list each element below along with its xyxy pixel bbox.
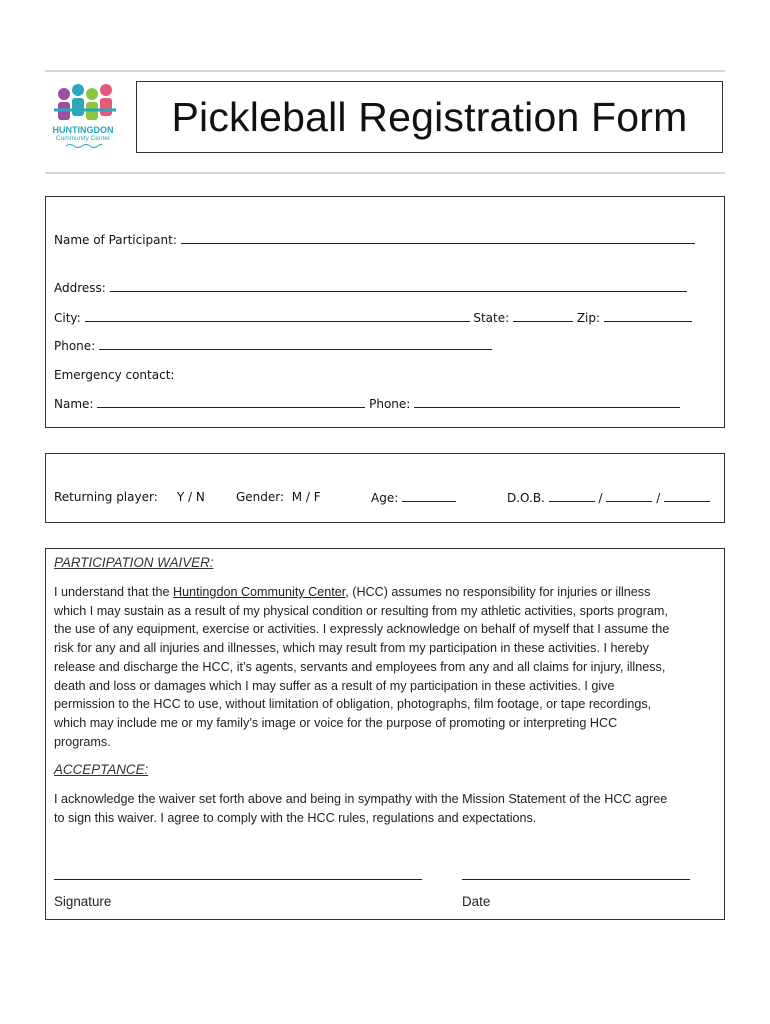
logo-wave-icon (66, 143, 102, 148)
emergency-phone-field[interactable] (414, 396, 680, 408)
dob-row (507, 490, 710, 505)
waiver-line: release and discharge the HCC, it’s agents, servants and employees from any and all claims for injury, illness, (54, 659, 666, 674)
page-title: Pickleball Registration Form (171, 94, 688, 140)
gender-row (236, 490, 321, 504)
phone-field[interactable] (99, 338, 492, 350)
logo-body (100, 98, 112, 116)
zip-field[interactable] (604, 310, 692, 322)
header-divider (45, 172, 725, 174)
waiver-line: risk for any and all injuries and illnesses, which may result from my participation in these activities. I hereby (54, 641, 649, 656)
dob-year-field[interactable] (664, 490, 710, 502)
age-label: Age: (371, 491, 399, 505)
logo-sub: Community Center (55, 135, 111, 142)
zip-label: Zip: (576, 311, 601, 325)
signature-field[interactable] (54, 879, 422, 880)
gender-label: Gender: (236, 490, 285, 504)
participant-row (54, 232, 695, 247)
acceptance-line: I acknowledge the waiver set forth above and being in sympathy with the Mission Statement of the HCC agree (54, 792, 668, 806)
date-field[interactable] (462, 879, 690, 880)
waiver-line-first: I understand that the Huntingdon Community Center, (HCC) assumes no responsibility for injuries or illness (54, 585, 651, 599)
age-row (371, 490, 456, 505)
title-box (136, 81, 723, 153)
returning-options[interactable]: Y / N (176, 490, 205, 504)
emergency-name-label: Name: (54, 397, 94, 411)
waiver-line: which I may sustain as a result of my physical condition or resulting from my athletic activities, sports program, (54, 603, 668, 618)
logo-name: HUNTINGDON (52, 125, 114, 135)
acceptance-line: to sign this waiver. I agree to comply with the HCC rules, regulations and expectations. (54, 810, 537, 825)
waiver-text (54, 583, 714, 751)
emergency-row (54, 396, 680, 411)
emergency-name-field[interactable] (97, 396, 365, 408)
waiver-line: permission to the HCC to use, without limitation of obligation, photographs, film footage, or tape recordings, (54, 697, 652, 712)
dob-sep-2: / (656, 491, 661, 505)
logo-head (100, 84, 112, 96)
waiver-line: programs. (54, 734, 111, 749)
city-field[interactable] (85, 310, 470, 322)
dob-day-field[interactable] (606, 490, 652, 502)
address-field[interactable] (110, 280, 687, 292)
phone-label: Phone: (54, 339, 96, 353)
address-row (54, 280, 687, 295)
participant-label: Name of Participant: (54, 233, 177, 247)
player-section (45, 453, 725, 523)
dob-month-field[interactable] (549, 490, 595, 502)
waiver-line: death and loss or damages which I may suffer as a result of my participation in these activities. I give (54, 678, 615, 693)
acceptance-text (54, 790, 714, 827)
phone-row (54, 338, 492, 353)
waiver-line: which may include me or my family’s image or voice for the purpose of promoting or interpreting HCC (54, 715, 618, 730)
waiver-heading: PARTICIPATION WAIVER: (54, 555, 214, 570)
date-label: Date (462, 894, 491, 909)
logo-head (86, 88, 98, 100)
age-field[interactable] (402, 490, 456, 502)
hcc-link: Huntingdon Community Center (173, 585, 346, 599)
waiver-line: the use of any equipment, exercise or activities. I expressly acknowledge on behalf of myself that I assume the (54, 622, 670, 637)
dob-label: D.O.B. (507, 491, 545, 505)
emergency-phone-label: Phone: (369, 397, 411, 411)
emergency-contact-label: Emergency contact: (54, 368, 175, 382)
logo-head (72, 84, 84, 96)
logo-head (58, 88, 70, 100)
gender-options[interactable]: M / F (291, 490, 321, 504)
address-label: Address: (54, 281, 106, 295)
returning-label: Returning player: (54, 490, 158, 504)
city-row (54, 310, 692, 325)
state-label: State: (473, 311, 510, 325)
participant-field[interactable] (181, 232, 695, 244)
state-field[interactable] (513, 310, 573, 322)
returning-row (54, 490, 205, 504)
signature-label: Signature (54, 894, 112, 909)
acceptance-heading: ACCEPTANCE: (54, 762, 149, 777)
dob-sep-1: / (598, 491, 603, 505)
top-divider (45, 70, 725, 72)
city-label: City: (54, 311, 81, 325)
logo-body (72, 98, 84, 116)
